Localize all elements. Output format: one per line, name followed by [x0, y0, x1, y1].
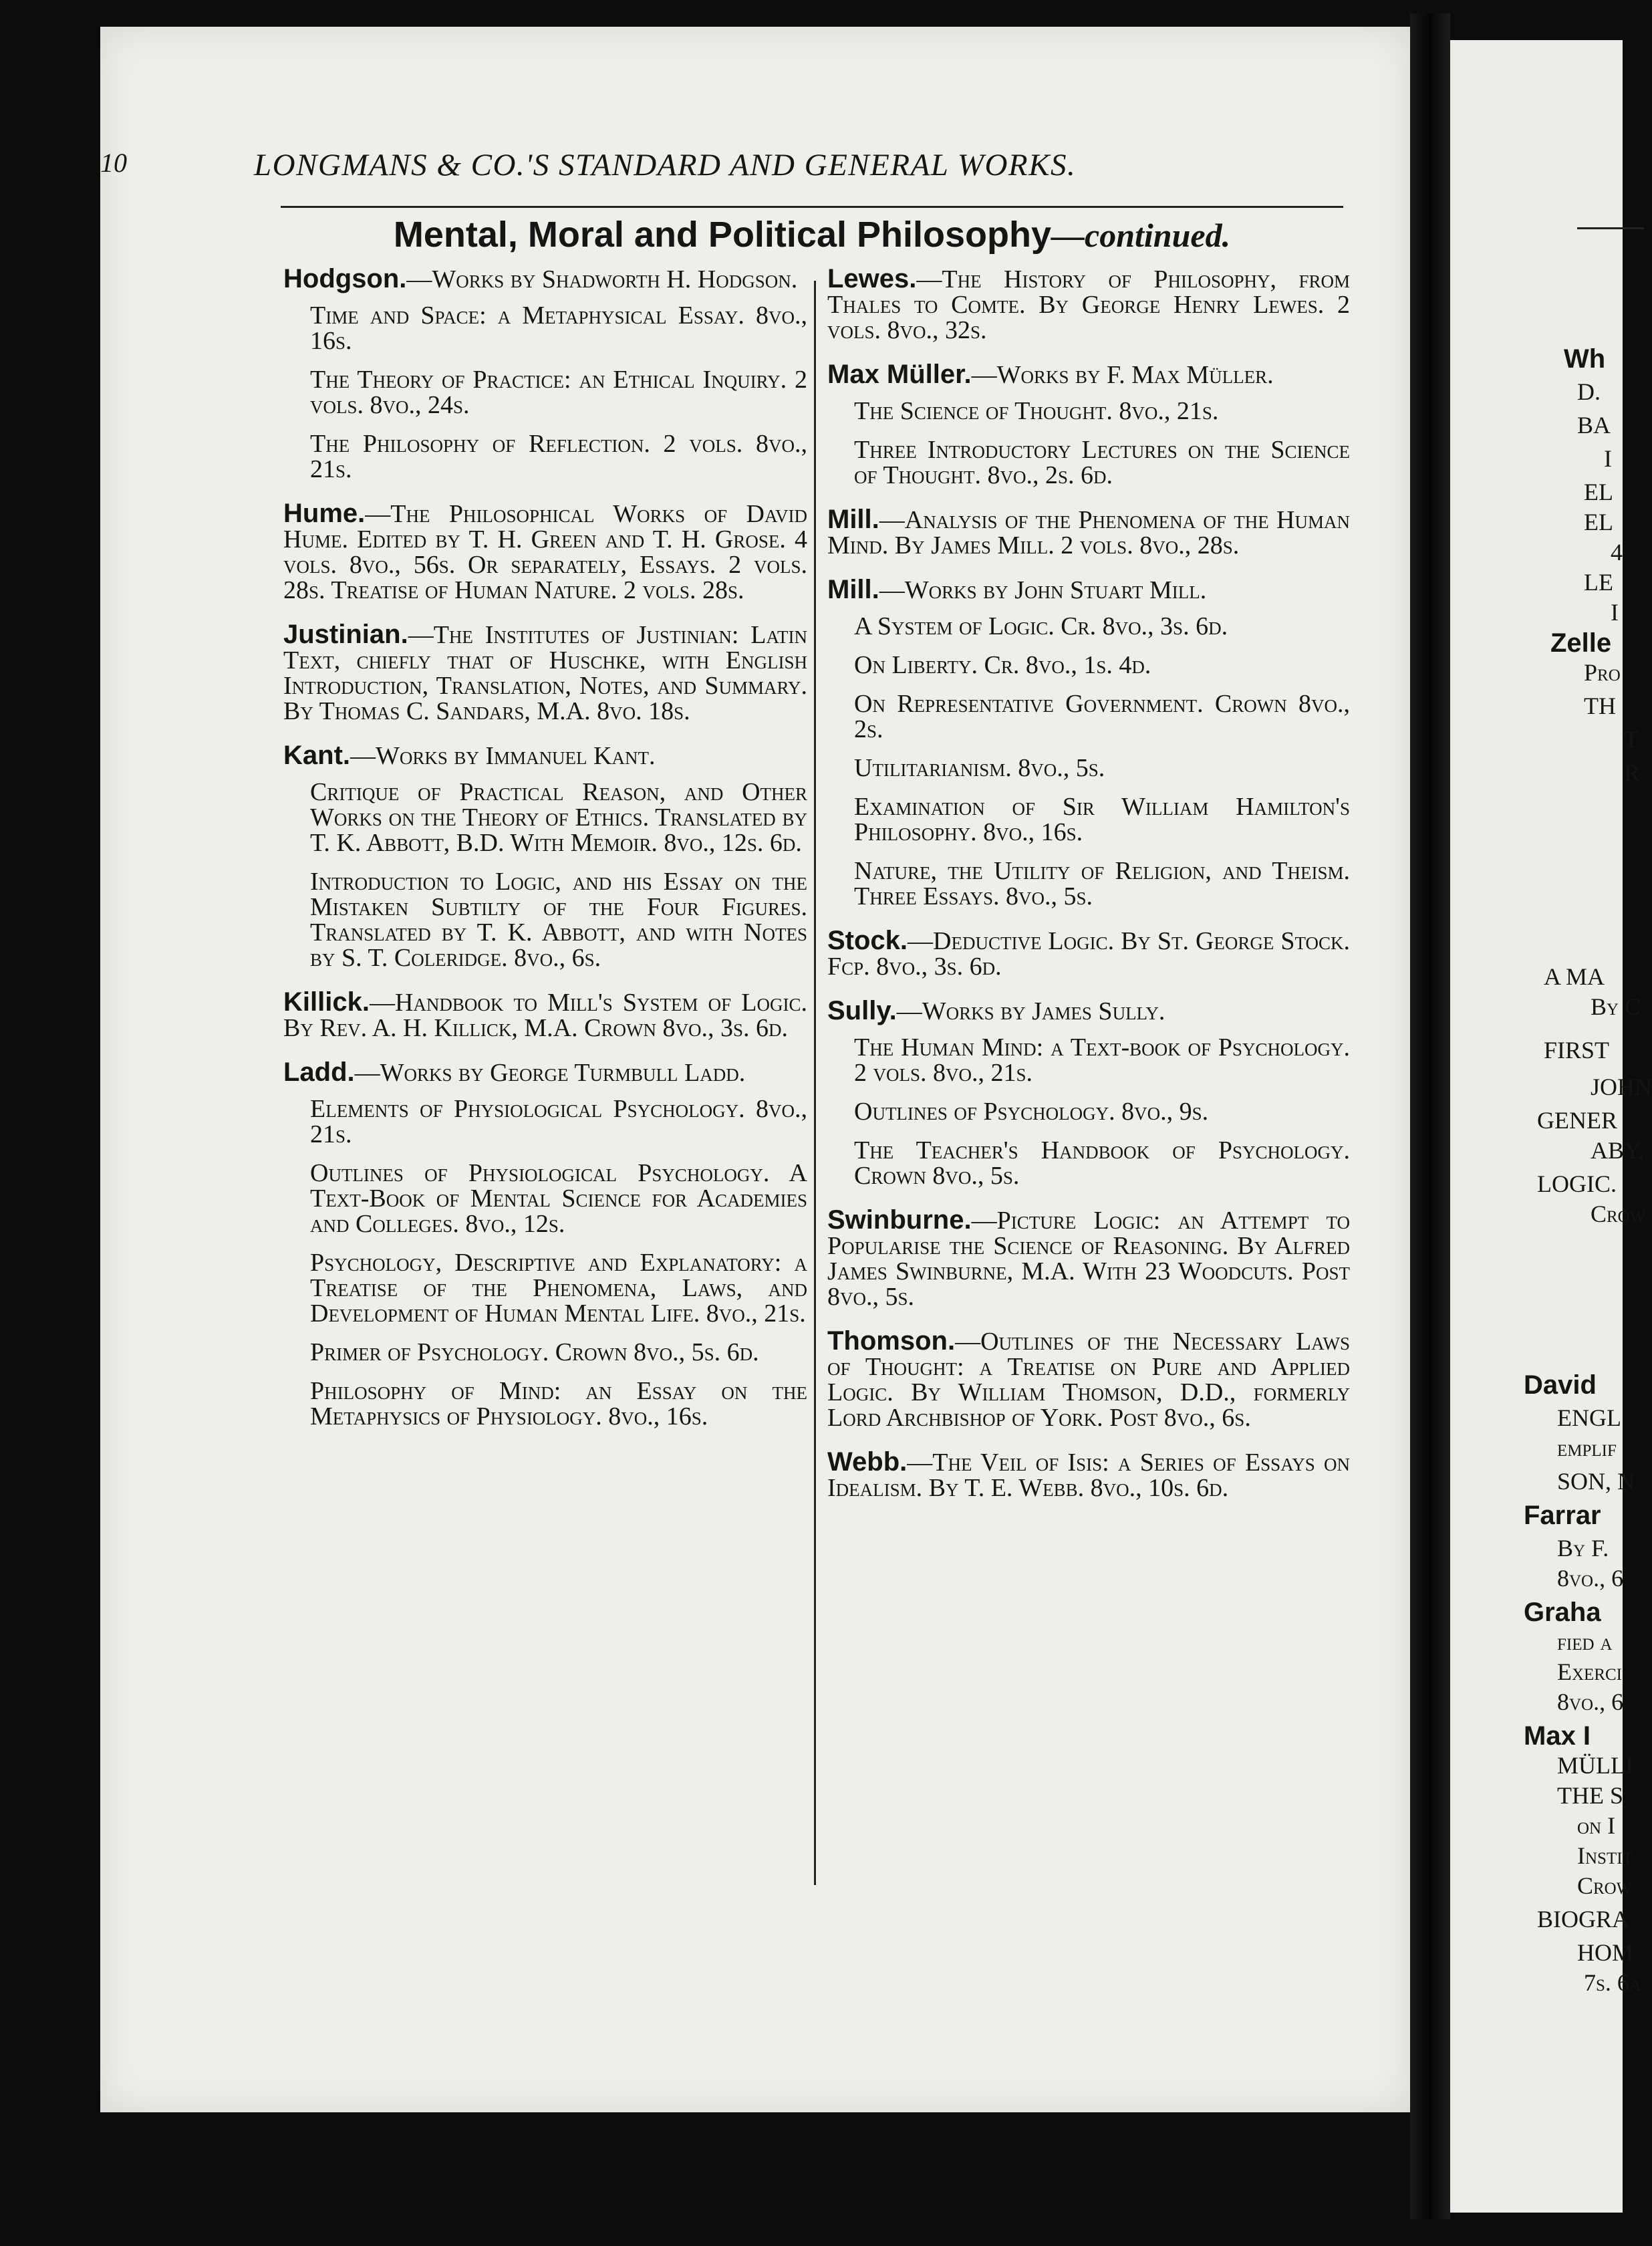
entry-intro: —Works by Immanuel Kant.	[350, 742, 656, 770]
author-name: Justinian.	[283, 620, 408, 649]
work-title: Outlines of Physiological Psychology. A Text-Book of Mental Science for Academies and Colleges. 8vo., 12s.	[310, 1159, 807, 1238]
running-title: LONGMANS & CO.'S STANDARD AND GENERAL WORKS.	[254, 148, 1077, 182]
left-column	[283, 266, 807, 1448]
next-page-fragment: Exerci	[1557, 1658, 1622, 1685]
column-divider	[814, 281, 816, 1885]
next-page-fragment: Crow	[1591, 1201, 1646, 1227]
next-page-fragment: EL	[1584, 479, 1613, 505]
catalogue-entry	[827, 928, 1350, 979]
entry-heading	[283, 266, 807, 292]
author-name: Hodgson.	[283, 264, 407, 293]
next-page-fragment: By C	[1591, 993, 1641, 1020]
entry-intro: —The Veil of Isis: a Series of Essays on Idealism. By T. E. Webb. 8vo., 10s. 6d.	[827, 1449, 1350, 1502]
entry-heading	[827, 362, 1350, 388]
catalogue-entry	[827, 1449, 1350, 1501]
work-title: Examination of Sir William Hamilton's Philosophy. 8vo., 16s.	[854, 793, 1350, 846]
next-page-fragment: HOM	[1577, 1939, 1634, 1966]
work-title: The Teacher's Handbook of Psychology. Crown 8vo., 5s.	[854, 1136, 1350, 1190]
catalogue-entry	[283, 622, 807, 724]
work-title: Primer of Psychology. Crown 8vo., 5s. 6d.	[310, 1338, 759, 1366]
next-page-strip	[1450, 40, 1652, 2213]
work-title: The Philosophy of Reflection. 2 vols. 8vo., 21s.	[310, 430, 807, 483]
author-name: Swinburne.	[827, 1205, 972, 1235]
next-page-fragment: 8vo., 6	[1557, 1689, 1624, 1715]
author-name: Thomson.	[827, 1326, 956, 1356]
next-page-fragment: THE S	[1557, 1782, 1623, 1809]
header-rule	[281, 206, 1343, 208]
work-title: Philosophy of Mind: an Essay on the Metaphysics of Physiology. 8vo., 16s.	[310, 1377, 807, 1430]
catalogue-entry	[827, 577, 1350, 909]
entry-intro: —Outlines of the Necessary Laws of Thought: a Treatise on Pure and Applied Logic. By William Thomson, D.D., formerly Lord Archbishop of York. Post 8vo., 6s.	[827, 1328, 1350, 1432]
work-title: The Theory of Practice: an Ethical Inquiry. 2 vols. 8vo., 24s.	[310, 366, 807, 419]
work-title: On Liberty. Cr. 8vo., 1s. 4d.	[854, 651, 1151, 679]
entry-intro: —The History of Philosophy, from Thales to Comte. By George Henry Lewes. 2 vols. 8vo., 32s.	[827, 265, 1350, 344]
author-name: Killick.	[283, 987, 370, 1017]
author-name: Stock.	[827, 926, 908, 955]
section-continued: —continued.	[1051, 217, 1231, 254]
next-page-fragment: 8vo., 6	[1557, 1565, 1624, 1592]
next-page-fragment: ENGL	[1557, 1404, 1621, 1431]
catalogue-entry	[827, 266, 1350, 343]
work-title: Time and Space: a Metaphysical Essay. 8vo., 16s.	[310, 301, 807, 355]
work-title: Three Introductory Lectures on the Science of Thought. 8vo., 2s. 6d.	[854, 436, 1350, 489]
entry-heading	[283, 1059, 807, 1086]
entry-heading	[283, 622, 807, 724]
next-page-fragment: T	[1624, 726, 1639, 753]
next-page-fragment: D.	[1577, 378, 1601, 405]
next-page-fragment: Crow	[1577, 1872, 1633, 1899]
next-page-fragment: fied a	[1557, 1628, 1613, 1655]
catalogue-entry	[283, 743, 807, 971]
work-title: On Representative Government. Crown 8vo., 2s.	[854, 690, 1350, 743]
entry-intro: —Analysis of the Phenomena of the Human Mind. By James Mill. 2 vols. 8vo., 28s.	[827, 506, 1350, 559]
author-name: Max Müller.	[827, 360, 972, 389]
author-name: Ladd.	[283, 1057, 355, 1087]
work-title: The Science of Thought. 8vo., 21s.	[854, 397, 1219, 425]
author-name: Kant.	[283, 741, 350, 770]
entry-heading	[283, 501, 807, 603]
catalogue-entry	[283, 1059, 807, 1429]
entry-heading	[283, 989, 807, 1041]
author-name: Hume.	[283, 499, 366, 528]
next-page-fragment: LOGIC.	[1537, 1170, 1617, 1197]
entry-heading	[827, 1328, 1350, 1430]
next-page-fragment: ABY,	[1591, 1137, 1645, 1164]
work-title: The Human Mind: a Text-book of Psychology. 2 vols. 8vo., 21s.	[854, 1033, 1350, 1087]
next-page-fragment: Pro	[1584, 659, 1621, 686]
entry-heading	[827, 507, 1350, 558]
page-number: 10	[100, 148, 127, 178]
entry-heading	[827, 928, 1350, 979]
next-page-fragment: FIRST	[1544, 1037, 1610, 1064]
entry-heading	[283, 743, 807, 769]
author-name: Lewes.	[827, 264, 917, 293]
catalogue-entry	[827, 998, 1350, 1189]
catalogue-entry	[283, 266, 807, 482]
next-page-fragment: MÜLLI	[1557, 1752, 1633, 1779]
entry-heading	[827, 998, 1350, 1024]
catalogue-entry	[827, 507, 1350, 558]
section-title: Mental, Moral and Political Philosophy	[393, 215, 1052, 255]
catalogue-entry	[827, 1207, 1350, 1309]
entry-intro: —Works by F. Max Müller.	[971, 361, 1274, 389]
work-title: Psychology, Descriptive and Explanatory: a Treatise of the Phenomena, Laws, and Development of Human Mental Life. 8vo., 21s.	[310, 1249, 807, 1328]
entry-intro: —Handbook to Mill's System of Logic. By Rev. A. H. Killick, M.A. Crown 8vo., 3s. 6d.	[283, 989, 807, 1042]
next-page-fragment: 7s. 6a	[1584, 1969, 1641, 1996]
entry-intro: —Picture Logic: an Attempt to Popularise the Science of Reasoning. By Alfred James Swinburne, M.A. With 23 Woodcuts. Post 8vo., 5s.	[827, 1207, 1350, 1311]
next-page-fragment: on I	[1577, 1812, 1616, 1839]
next-page-fragment: LE	[1584, 569, 1613, 596]
entry-heading	[827, 1207, 1350, 1309]
author-name: Mill.	[827, 505, 879, 534]
catalogue-entry	[827, 1328, 1350, 1430]
work-title: Elements of Physiological Psychology. 8vo., 21s.	[310, 1095, 807, 1148]
section-heading	[281, 214, 1343, 255]
next-page-fragment: David	[1524, 1370, 1597, 1400]
next-page-fragment: I	[1604, 445, 1612, 472]
next-page-fragment: I	[1611, 599, 1619, 626]
work-title: Nature, the Utility of Religion, and Theism. Three Essays. 8vo., 5s.	[854, 857, 1350, 910]
next-page-fragment: GENER	[1537, 1107, 1617, 1134]
entry-intro: —Works by George Turmbull Ladd.	[354, 1059, 746, 1087]
entry-intro: —Works by John Stuart Mill.	[879, 576, 1207, 604]
next-page-fragment: Graha	[1524, 1598, 1601, 1627]
catalogue-entry	[827, 362, 1350, 488]
work-title: Critique of Practical Reason, and Other Works on the Theory of Ethics. Translated by T. K. Abbott, B.D. With Memoir. 8vo., 12s. 6d.	[310, 778, 807, 857]
entry-heading	[827, 266, 1350, 343]
next-page-fragment: Wh	[1564, 344, 1606, 374]
next-page-fragment: TH	[1584, 693, 1616, 719]
entry-intro: —Works by Shadworth H. Hodgson.	[406, 265, 798, 293]
next-page-fragment: JOHN	[1591, 1074, 1652, 1100]
catalogue-entry	[283, 501, 807, 603]
next-page-fragment: emplif	[1557, 1434, 1617, 1461]
entry-intro: —Works by James Sully.	[896, 997, 1165, 1025]
next-page-fragment: SON, N	[1557, 1468, 1635, 1495]
work-title: Utilitarianism. 8vo., 5s.	[854, 754, 1105, 782]
author-name: Webb.	[827, 1447, 908, 1477]
next-page-rule	[1577, 227, 1644, 229]
entry-intro: —The Philosophical Works of David Hume. Edited by T. H. Green and T. H. Grose. 4 vols. 8vo., 56s. Or separately, Essays. 2 vols. 28s. Treatise of Human Nature. 2 vols. 28s.	[283, 500, 807, 604]
author-name: Sully.	[827, 996, 897, 1025]
next-page-fragment: EL	[1584, 509, 1613, 535]
next-page-fragment: R	[1624, 759, 1641, 786]
work-title: A System of Logic. Cr. 8vo., 3s. 6d.	[854, 612, 1228, 640]
work-title: Introduction to Logic, and his Essay on the Mistaken Subtilty of the Four Figures. Translated by T. K. Abbott, and with Notes by S. T. Coleridge. 8vo., 6s.	[310, 868, 807, 972]
next-page-fragment: Farrar	[1524, 1501, 1601, 1530]
catalogue-entry	[283, 989, 807, 1041]
book-gutter	[1410, 13, 1450, 2219]
next-page-fragment: Zelle	[1550, 628, 1612, 658]
author-name: Mill.	[827, 575, 879, 604]
next-page-fragment: BIOGRA	[1537, 1906, 1630, 1932]
entry-heading	[827, 577, 1350, 603]
work-title: Outlines of Psychology. 8vo., 9s.	[854, 1098, 1209, 1126]
entry-intro: —Deductive Logic. By St. George Stock. Fcp. 8vo., 3s. 6d.	[827, 927, 1350, 981]
next-page-fragment: A MA	[1544, 963, 1605, 990]
entry-heading	[827, 1449, 1350, 1501]
next-page-fragment: BA	[1577, 412, 1611, 439]
entry-intro: —The Institutes of Justinian: Latin Text, chiefly that of Huschke, with English Introduction, Translation, Notes, and Summary. By Thomas C. Sandars, M.A. 8vo. 18s.	[283, 621, 807, 725]
next-page-fragment: 4	[1611, 539, 1623, 566]
next-page-fragment: Max I	[1524, 1721, 1591, 1751]
next-page-fragment: By F.	[1557, 1535, 1609, 1562]
right-column	[827, 266, 1350, 1519]
next-page-fragment: Instit	[1577, 1842, 1633, 1869]
